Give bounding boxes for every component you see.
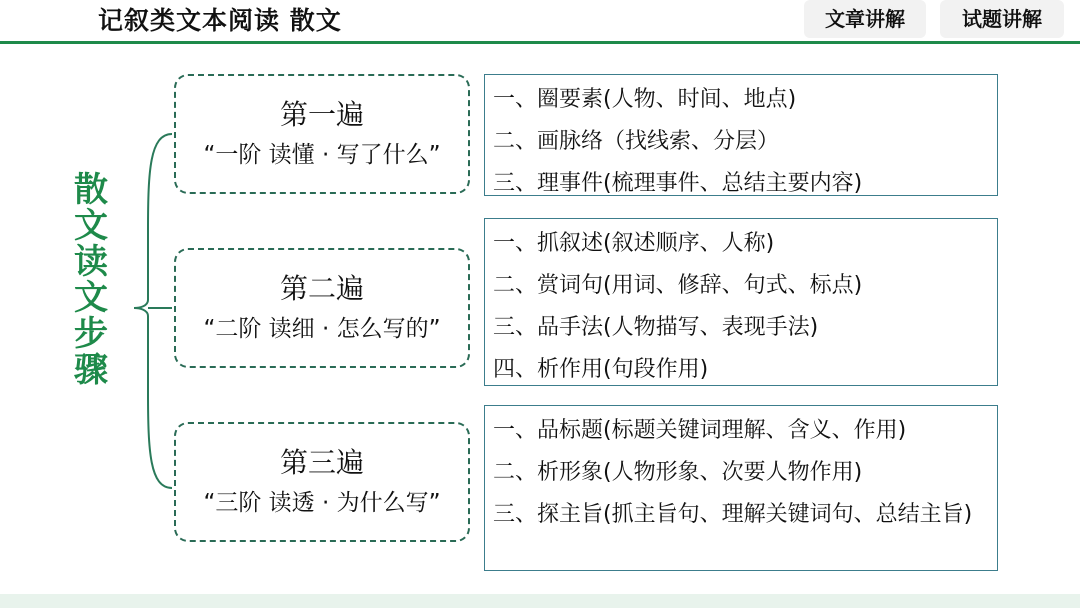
stage-desc: “三阶 读透 · 为什么写”: [203, 490, 441, 516]
diagram-root-title: 散文读文步骤: [74, 170, 108, 390]
step-item: 三、探主旨(抓主旨句、理解关键词句、总结主旨): [493, 502, 973, 527]
stage-box-3: [174, 422, 470, 542]
stage-name: 第二遍: [279, 272, 364, 305]
stage-name: 第一遍: [279, 98, 364, 131]
step-item: 二、析形象(人物形象、次要人物作用): [493, 460, 863, 485]
stage-desc: “二阶 读细 · 怎么写的”: [203, 316, 441, 342]
step-item: 四、析作用(句段作用): [493, 357, 709, 382]
steps-box-1: [484, 74, 998, 196]
tab-article-explanation[interactable]: 文章讲解: [804, 0, 926, 38]
footer-bar: [0, 594, 1080, 608]
steps-box-2: [484, 218, 998, 386]
stage-box-2: [174, 248, 470, 368]
step-item: 三、理事件(梳理事件、总结主要内容): [493, 171, 863, 196]
steps-box-3: [484, 405, 998, 571]
step-item: 二、赏词句(用词、修辞、句式、标点): [493, 273, 863, 298]
step-item: 一、品标题(标题关键词理解、含义、作用): [493, 418, 907, 443]
step-item: 三、品手法(人物描写、表现手法): [493, 315, 819, 340]
stage-desc: “一阶 读懂 · 写了什么”: [203, 142, 441, 168]
page-title: 记叙类文本阅读 散文: [98, 6, 342, 35]
stage-box-1: [174, 74, 470, 194]
step-item: 一、抓叙述(叙述顺序、人称): [493, 231, 775, 256]
tab-exam-explanation[interactable]: 试题讲解: [940, 0, 1064, 38]
step-item: 二、画脉络（找线索、分层）: [493, 129, 780, 154]
stage-name: 第三遍: [279, 446, 364, 479]
step-item: 一、圈要素(人物、时间、地点): [493, 87, 797, 112]
